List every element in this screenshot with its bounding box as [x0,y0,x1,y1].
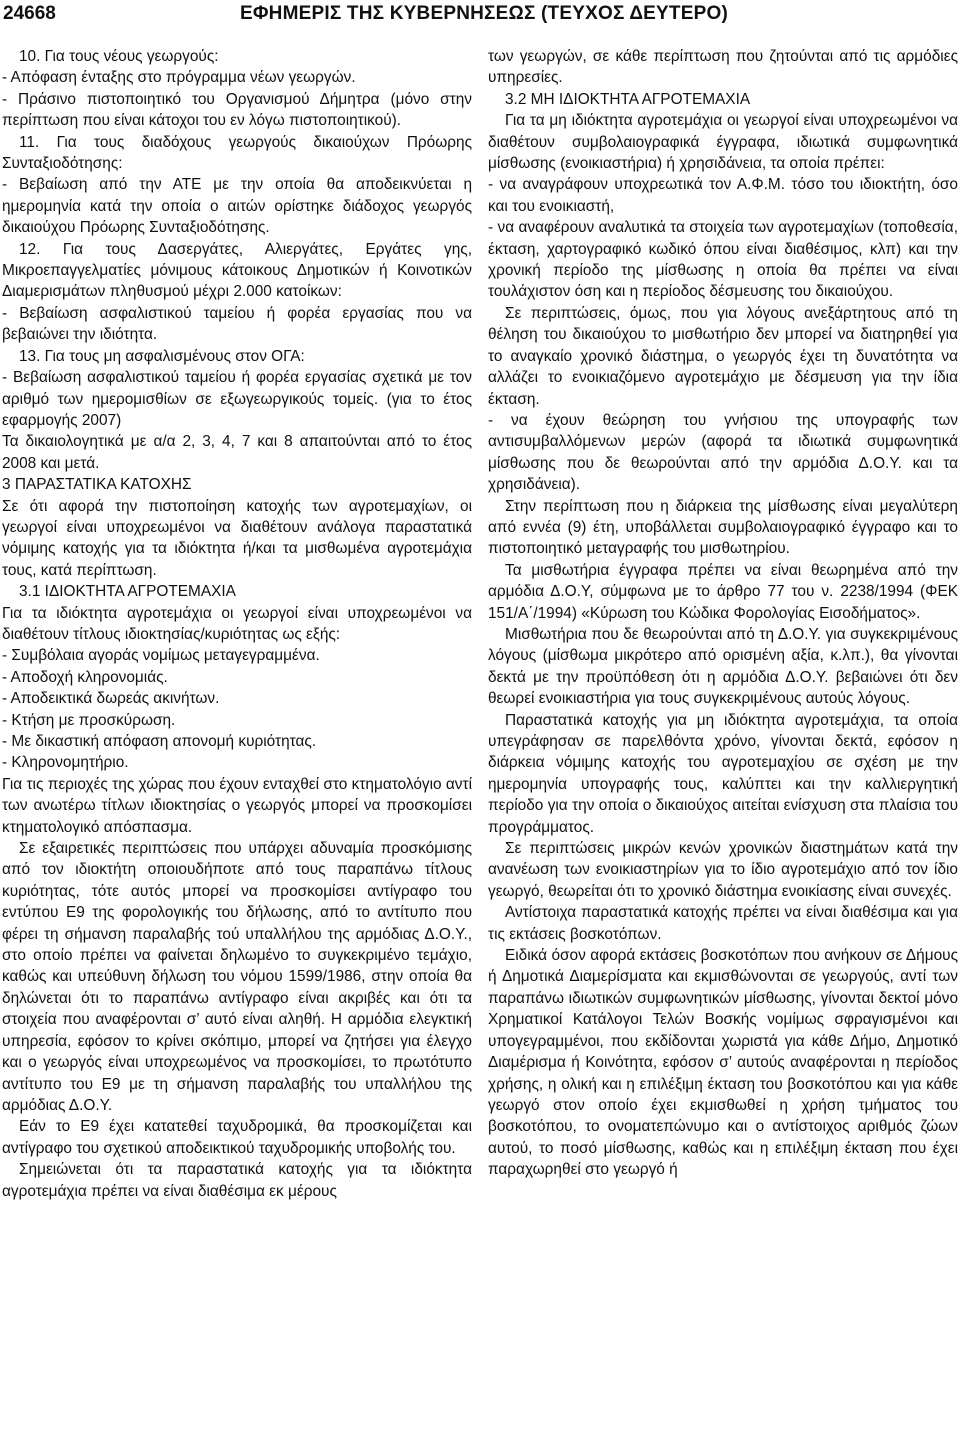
paragraph: - Βεβαίωση ασφαλιστικού ταμείου ή φορέα εργασίας που να βεβαιώνει την ιδιότητα. [2,304,472,344]
list-item: - να έχουν θεώρηση του γνήσιου της υπογραφής των αντισυμβαλλόμενων μερών (αφορά τα ιδιωτικά συμφωνητικά μίσθωσης που δε θεωρούνται από την αρμόδια Δ.Ο.Υ. και τα χρησιδάνεια). [488,411,958,494]
section-heading: 3.2 ΜΗ ΙΔΙΟΚΤΗΤΑ ΑΓΡΟΤΕΜΑΧΙΑ [505,90,751,108]
paragraph: 10. Για τους νέους γεωργούς: [19,48,219,65]
paragraph: Τα μισθωτήρια έγγραφα πρέπει να είναι θεωρημένα από την αρμόδια Δ.Ο.Υ, σύμφωνα με το άρθρο 77 του ν. 2238/1994 (ΦΕΚ 151/Α΄/1994) «Κύρωση του Κώδικα Φορολογίας Εισοδήματος». [488,561,958,622]
gazette-title: ΕΦΗΜΕΡΙΣ ΤΗΣ ΚΥΒΕΡΝΗΣΕΩΣ (ΤΕΥΧΟΣ ΔΕΥΤΕΡΟ) [240,3,728,24]
list-item: - Κτήση με προσκύρωση. [2,711,176,729]
paragraph: Σε περιπτώσεις, όμως, που για λόγους ανεξάρτητους από τη θέληση του δικαιούχου το μισθωτήριο δεν μπορεί να διατηρηθεί για το αναγκαίο χρονικό διάστημα, ο γεωργός έχει τη δυνατότητα να αλλάζει το ενοικιαζόμενο αγροτεμάχιο με δέσμευση για την ίδια έκταση. [488,304,958,408]
page-header [0,0,960,36]
page-number: 24668 [3,3,56,24]
paragraph: των γεωργών, σε κάθε περίπτωση που ζητούνται από τις αρμόδιες υπηρεσίες. [488,48,958,87]
paragraph: Στην περίπτωση που η διάρκεια της μίσθωσης είναι μεγαλύτερη από εννέα (9) έτη, υποβάλλεται συμβολαιογραφικό έγγραφο και το πιστοποιητικό μεταγραφής του μισθωτηρίου. [488,497,958,558]
section-heading: 3 ΠΑΡΑΣΤΑΤΙΚΑ ΚΑΤΟΧΗΣ [2,476,192,494]
paragraph: Τα δικαιολογητικά με α/α 2, 3, 4, 7 και 8 απαιτούνται από το έτος 2008 και μετά. [2,433,472,472]
paragraph: Σε περιπτώσεις μικρών κενών χρονικών διαστημάτων κατά την ανανέωση των ενοικιαστηρίων για το ίδιο αγροτεμάχιο από τον ίδιο γεωργό, θεωρείται ότι το χρονικό διάστημα ενοικίασης είναι συνεχές. [488,840,958,900]
paragraph: 13. Για τους μη ασφαλισμένους στον ΟΓΑ: [19,347,305,365]
list-item: - Αποδεικτικά δωρεάς ακινήτων. [2,690,220,708]
paragraph: Σημειώνεται ότι τα παραστατικά κατοχής για τα ιδιόκτητα αγροτεμάχια πρέπει να είναι διαθέσιμα εκ μέρους [2,1161,472,1200]
paragraph: Για τα ιδιόκτητα αγροτεμάχια οι γεωργοί είναι υποχρεωμένοι να διαθέτουν τίτλους ιδιοκτησίας/κυριότητας ως εξής: [2,604,472,643]
left-column [2,46,472,1202]
list-item: - να αναφέρουν αναλυτικά τα στοιχεία των αγροτεμαχίων (τοποθεσία, έκταση, χαρτογραφικό κωδικό όπου είναι διαθέσιμος, κλπ) και την χρονική περίοδο της μίσθωσης η οποία θα πρέπει να είναι τουλάχιστον όση και η περίοδος δέσμευσης του δικαιούχου. [488,219,958,301]
section-heading: 3.1 ΙΔΙΟΚΤΗΤΑ ΑΓΡΟΤΕΜΑΧΙΑ [19,583,236,601]
paragraph: Ειδικά όσον αφορά εκτάσεις βοσκοτόπων που ανήκουν σε Δήμους ή Δημοτικά Διαμερίσματα και εκμισθώνονται σε γεωργούς, αντί των παραπάνω ιδιωτικών συμφωνητικών μίσθωσης, γίνονται δεκτοί μόνο Χρηματικοί Κατάλογοι Τελών Βοσκής νομίμως σφραγισμένοι και υπογεγραμμένοι, που εκδίδονται χωριστά για κάθε Δήμο, Δημοτικό Διαμέρισμα ή Κοινότητα, εφόσον σ’ αυτούς αναφέρονται η περίοδος χρήσης, η ολική και η επιλέξιμη έκταση του βοσκοτόπου και για κάθε γεωργό στον οποίο έχει εκμισθωθεί η χρήση τμήματος του βοσκοτόπου, το ονοματεπώνυμο και ο αντίστοιχος αριθμός ζώων αυτού, το ποσό μίσθωσης, καθώς και η επιλέξιμη έκταση που έχει παραχωρηθεί στο γεωργό ή [488,947,958,1179]
list-item: - Αποδοχή κληρονομιάς. [2,668,168,686]
paragraph: Για τα μη ιδιόκτητα αγροτεμάχια οι γεωργοί είναι υποχρεωμένοι να διαθέτουν συμβολαιογραφικά έγγραφα, ιδιωτικά συμφωνητικά μίσθωσης (ενοικιαστήρια) ή χρησιδάνεια, τα οποία πρέπει: [488,112,958,173]
list-item: - να αναγράφουν υποχρεωτικά τον Α.Φ.Μ. τόσο του ιδιοκτήτη, όσο και του ενοικιαστή, [488,176,958,215]
paragraph: Εάν το Ε9 έχει κατατεθεί ταχυδρομικά, θα προσκομίζεται και αντίγραφο του σχετικού αποδεικτικού ταχυδρομικής υποβολής του. [2,1118,472,1157]
paragraph: Παραστατικά κατοχής για μη ιδιόκτητα αγροτεμάχια, τα οποία υπεγράφησαν σε παρελθόντα χρόνο, γίνονται δεκτά, εφόσον η διάρκεια νόμιμης κατοχής του αγροτεμαχίου σε σχέση με την ημερομηνία υπογραφής τους, καλύπτει και την καλλιεργητική περίοδο για την οποία ο δικαιούχος αιτείται ενίσχυση στα πλαίσια του προγράμματος. [488,711,958,836]
paragraph: - Βεβαίωση ασφαλιστικού ταμείου ή φορέα εργασίας σχετικά με τον αριθμό των ημερομισθίων σε εξωγεωργικούς τομείς. (για το έτος εφαρμογής 2007) [2,369,472,429]
paragraph: 11. Για τους διαδόχους γεωργούς δικαιούχων Πρόωρης Συνταξιοδότησης: [2,133,472,173]
list-item: - Με δικαστική απόφαση απονομή κυριότητας. [2,733,317,750]
paragraph: - Βεβαίωση από την ΑΤΕ με την οποία θα αποδεικνύεται η ημερομηνία κατά την οποία ο αιτών ορίστηκε διάδοχος γεωργός δικαιούχου Πρόωρης Συνταξιοδότησης. [2,176,472,237]
list-item: - Κληρονομητήριο. [2,754,129,772]
paragraph: Για τις περιοχές της χώρας που έχουν ενταχθεί στο κτηματολόγιο αντί των ανωτέρω τίτλων ιδιοκτησίας ο γεωργός μπορεί να προσκομίσει κτηματολογικό απόσπασμα. [2,775,472,836]
paragraph: Σε εξαιρετικές περιπτώσεις που υπάρχει αδυναμία προσκόμισης από τον ιδιοκτήτη οποιουδήποτε από τους παραπάνω τίτλους κυριότητας, τότε αυτός μπορεί να προσκομίσει αντίγραφο του εντύπου Ε9 της φορολογικής του δήλωσης, από το αντίτυπο που φέρει τη σήμανση παραλαβής τού υπαλλήλου της αρμόδιας Δ.Ο.Υ., στο οποίο πρέπει να φαίνεται δηλωμένο το συγκεκριμένο τεμάχιο, καθώς και υπεύθυνη δήλωση του νόμου 1599/1986, στην οποία θα δηλώνεται ότι το παραπάνω αντίγραφο είναι ακριβές και ότι τα στοιχεία που αναφέρονται σ’ αυτό είναι αληθή. Η αρμόδια ελεγκτική υπηρεσία, εφόσον το κρίνει σκόπιμο, μπορεί να ζητήσει για έλεγχο και ο γεωργός είναι υποχρεωμένος να προσκομίσει, το πρωτότυπο αντίτυπο του Ε9 με τη σήμανση παραλαβής του υπαλλήλου της αρμόδιας Δ.Ο.Υ. [2,840,472,1114]
right-column [488,46,958,1181]
paragraph: - Απόφαση ένταξης στο πρόγραμμα νέων γεωργών. [2,69,356,87]
paragraph: 12. Για τους Δασεργάτες, Αλιεργάτες, Εργάτες γης, Μικροεπαγγελματίες μόνιμους κάτοικους Δημοτικών ή Κοινοτικών Διαμερισμάτων πληθυσμού μέχρι 2.000 κατοίκων: [2,240,472,301]
paragraph: Αντίστοιχα παραστατικά κατοχής πρέπει να είναι διαθέσιμα και για τις εκτάσεις βοσκοτόπων. [488,904,958,943]
paragraph: Μισθωτήρια που δε θεωρούνται από τη Δ.Ο.Υ. για συγκεκριμένους λόγους (μίσθωμα μικρότερο από ορισμένη αξία, κ.λπ.), θα γίνονται δεκτά με την προϋπόθεση ότι η αρμόδια Δ.Ο.Υ. βεβαιώνει ότι δεν θεωρεί ενοικιαστήρια για τους συγκεκριμένους αυτούς λόγους. [488,625,958,708]
list-item: - Συμβόλαια αγοράς νομίμως μεταγεγραμμένα. [2,647,320,665]
paragraph: - Πράσινο πιστοποιητικό του Οργανισμού Δήμητρα (μόνο στην περίπτωση που είναι κάτοχοι του εν λόγω πιστοποιητικού). [2,90,472,130]
paragraph: Σε ότι αφορά την πιστοποίηση κατοχής των αγροτεμαχίων, οι γεωργοί είναι υποχρεωμένοι να διαθέτουν ανάλογα παραστατικά νόμιμης κατοχής για τα ιδιόκτητα ή/και τα μισθωμένα αγροτεμάχια τους, κατά περίπτωση. [2,497,472,579]
